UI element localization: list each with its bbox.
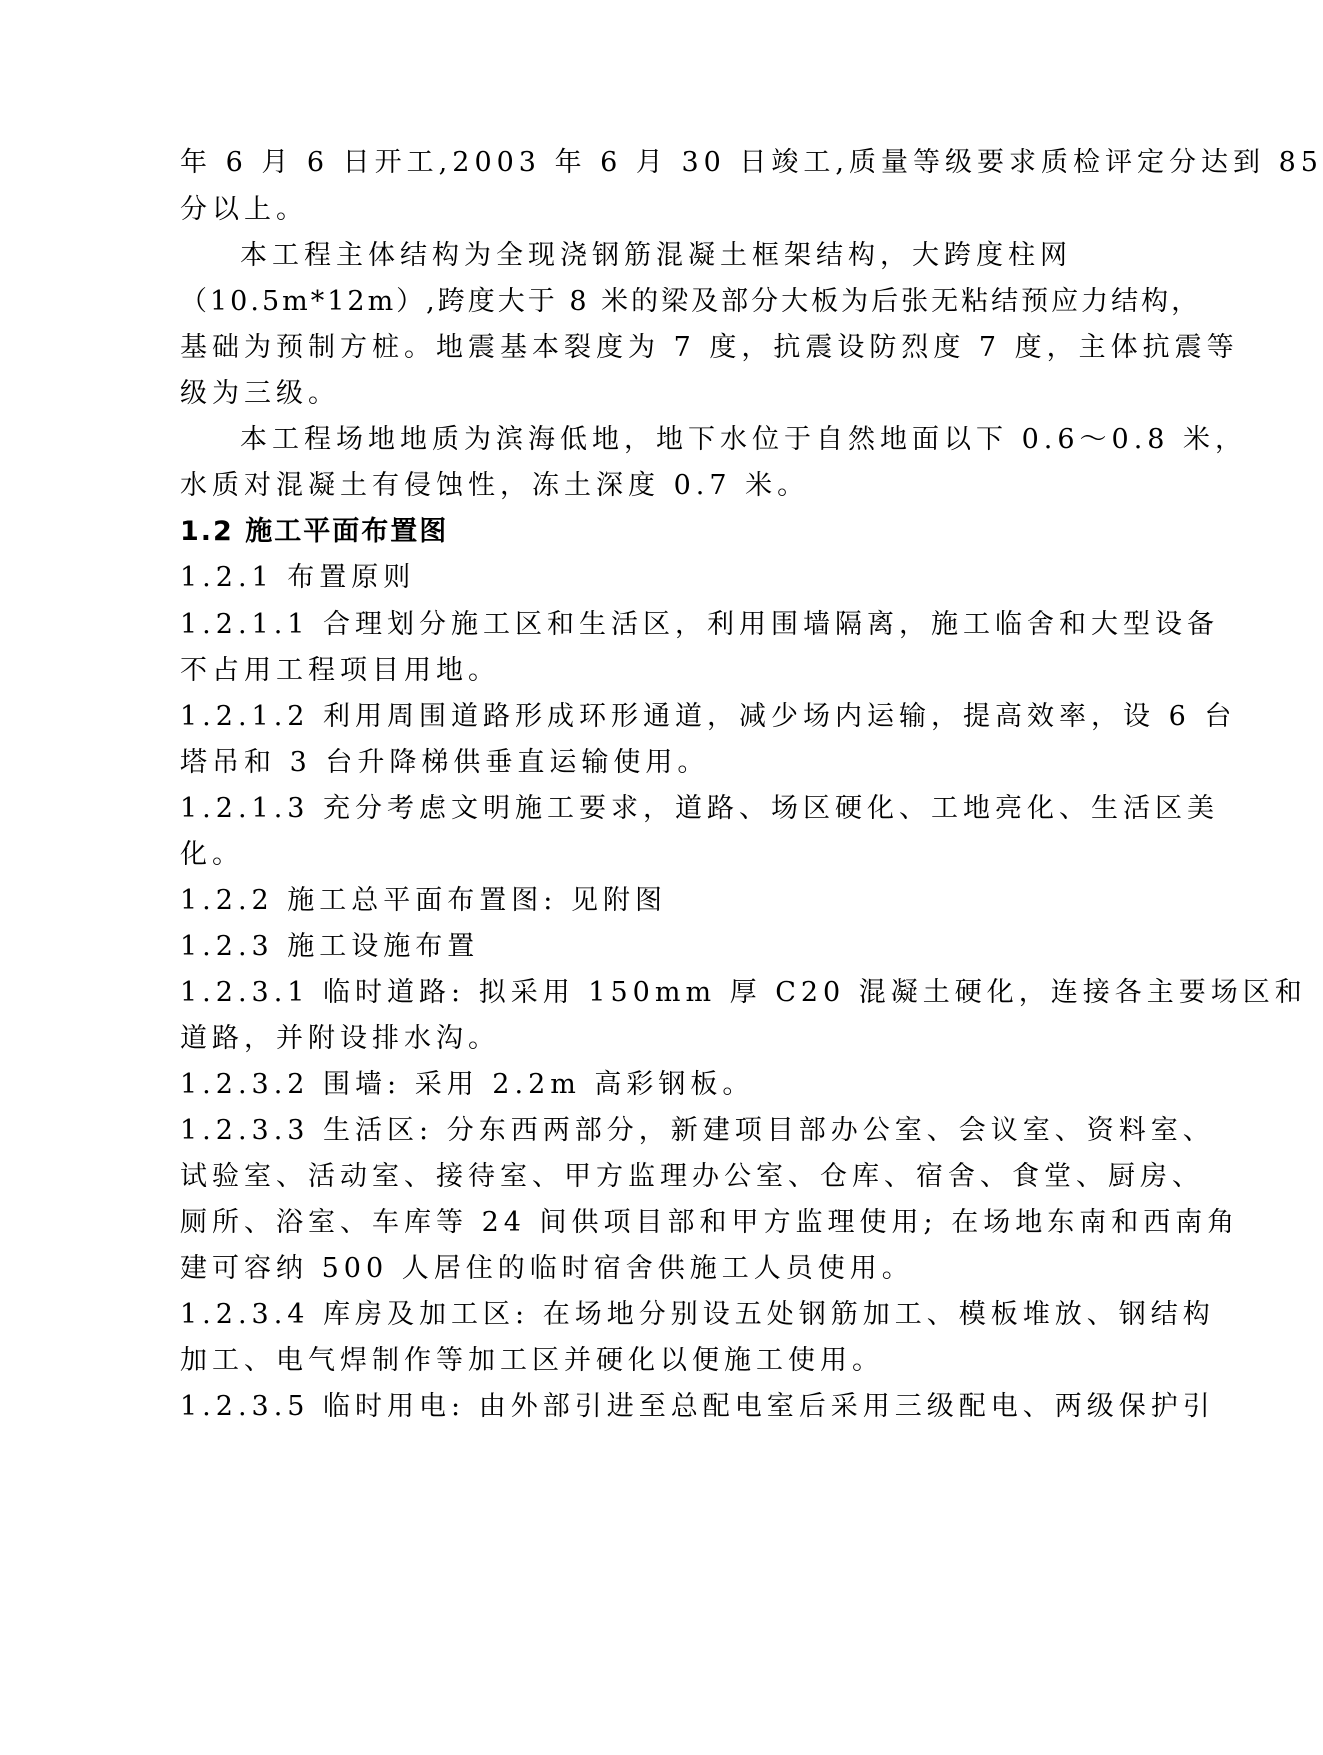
text-line: 1.2.3.4 库房及加工区: 在场地分别设五处钢筋加工、模板堆放、钢结构 xyxy=(180,1299,1215,1330)
text-line: 建可容纳 500 人居住的临时宿舍供施工人员使用。 xyxy=(180,1253,914,1284)
text-line: 1.2.3.2 围墙: 采用 2.2m 高彩钢板。 xyxy=(180,1069,755,1100)
text-line: 1.2.3.1 临时道路: 拟采用 150mm 厚 C20 混凝土硬化，连接各主要场区和 xyxy=(180,977,1307,1008)
text-line: 塔吊和 3 台升降梯供垂直运输使用。 xyxy=(180,747,710,778)
text-line: 1.2.1.2 利用周围道路形成环形通道，减少场内运输，提高效率，设 6 台 xyxy=(180,701,1237,732)
text-line: 级为三级。 xyxy=(180,378,340,409)
text-line: 加工、电气焊制作等加工区并硬化以便施工使用。 xyxy=(180,1345,884,1376)
text-line: 1.2.3 施工设施布置 xyxy=(180,931,480,962)
text-line: 厕所、浴室、车库等 24 间供项目部和甲方监理使用; 在场地东南和西南角 xyxy=(180,1207,1240,1238)
text-line: 1.2.2 施工总平面布置图: 见附图 xyxy=(180,885,667,916)
text-line: 1.2.3.5 临时用电: 由外部引进至总配电室后采用三级配电、两级保护引 xyxy=(180,1391,1215,1422)
text-line: 1.2.3.3 生活区: 分东西两部分，新建项目部办公室、会议室、资料室、 xyxy=(180,1115,1215,1146)
text-line: 分以上。 xyxy=(180,194,308,225)
text-line: 不占用工程项目用地。 xyxy=(180,655,500,686)
section-heading: 1.2 施工平面布置图 xyxy=(180,516,449,547)
text-line: 试验室、活动室、接待室、甲方监理办公室、仓库、宿舍、食堂、厨房、 xyxy=(180,1161,1204,1192)
text-line: 年 6 月 6 日开工,2003 年 6 月 30 日竣工,质量等级要求质检评定分达到 85 xyxy=(180,147,1323,178)
text-line: 基础为预制方桩。地震基本裂度为 7 度，抗震设防烈度 7 度，主体抗震等 xyxy=(180,332,1239,363)
text-line: 本工程场地地质为滨海低地，地下水位于自然地面以下 0.6～0.8 米， xyxy=(240,424,1248,455)
text-line: （10.5m*12m）,跨度大于 8 米的梁及部分大板为后张无粘结预应力结构， xyxy=(180,286,1202,317)
text-line: 水质对混凝土有侵蚀性，冻土深度 0.7 米。 xyxy=(180,470,810,501)
text-line: 1.2.1.3 充分考虑文明施工要求，道路、场区硬化、工地亮化、生活区美 xyxy=(180,793,1220,824)
text-line: 化。 xyxy=(180,839,244,870)
text-line: 1.2.1 布置原则 xyxy=(180,562,416,593)
text-line: 本工程主体结构为全现浇钢筋混凝土框架结构，大跨度柱网 xyxy=(240,240,1072,271)
text-line: 道路，并附设排水沟。 xyxy=(180,1023,500,1054)
text-line: 1.2.1.1 合理划分施工区和生活区，利用围墙隔离，施工临舍和大型设备 xyxy=(180,609,1220,640)
